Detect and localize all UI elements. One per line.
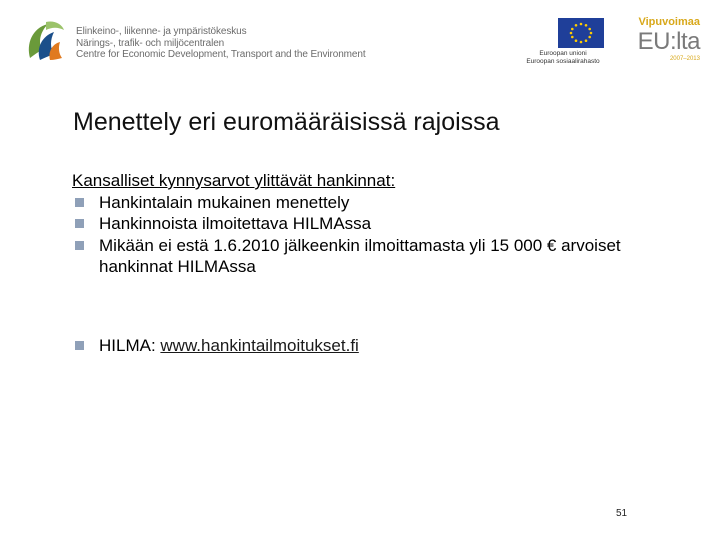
ely-logo-icon xyxy=(24,18,70,64)
eu-caption-fund: Euroopan sosiaalirahasto xyxy=(526,58,600,65)
bullet-square-icon xyxy=(75,341,84,350)
hilma-prefix: HILMA: xyxy=(99,335,161,355)
vip-title: Vipuvoimaa xyxy=(638,16,700,28)
bullet-list xyxy=(72,192,682,278)
bullet-list-hilma xyxy=(72,335,682,357)
intro-text: Kansalliset kynnysarvot ylittävät hankinnat: xyxy=(72,171,396,190)
ely-organization-name xyxy=(76,26,366,61)
slide-title: Menettely eri euromääräisissä rajoissa xyxy=(73,108,500,136)
vipuvoimaa-logo xyxy=(612,16,708,66)
slide-content xyxy=(72,170,682,356)
bullet-text: Hankinnoista ilmoitettava HILMAssa xyxy=(99,214,372,233)
list-item xyxy=(72,335,682,357)
list-item xyxy=(72,213,682,235)
eu-logo xyxy=(516,18,600,66)
spacer xyxy=(72,278,682,335)
bullet-square-icon xyxy=(75,241,84,250)
list-item xyxy=(72,235,682,278)
slide-header xyxy=(0,0,720,80)
ely-name-fi: Elinkeino-, liikenne- ja ympäristökeskus xyxy=(76,26,247,37)
bullet-square-icon xyxy=(75,219,84,228)
page-number: 51 xyxy=(616,508,628,519)
eu-caption-union: Euroopan unioni xyxy=(539,50,587,57)
eu-flag-icon xyxy=(558,18,604,48)
hilma-link[interactable]: www.hankintailmoitukset.fi xyxy=(160,335,359,355)
vip-years: 2007–2013 xyxy=(669,56,700,62)
bullet-text: Mikään ei estä 1.6.2010 jälkeenkin ilmoittamasta yli 15 000 € arvoiset hankinnat HILMAssa xyxy=(99,235,621,276)
ely-name-sv: Närings-, trafik- och miljöcentralen xyxy=(76,37,225,49)
bullet-text: Hankintalain mukainen menettely xyxy=(99,192,350,212)
bullet-square-icon xyxy=(75,198,84,207)
list-item xyxy=(72,192,682,214)
vip-eu-text: EU:lta xyxy=(637,28,700,55)
ely-name-en: Centre for Economic Development, Transport and the Environment xyxy=(76,49,366,60)
